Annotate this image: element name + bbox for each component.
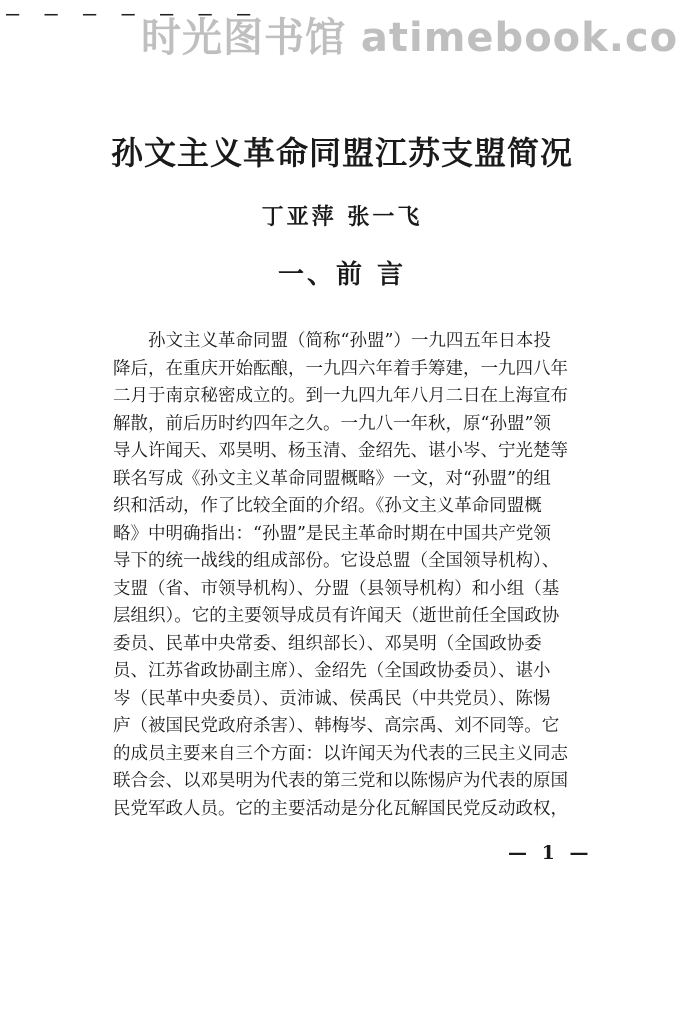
- body-line: 支盟（省、市领导机构）、分盟（县领导机构）和小组（基: [113, 578, 560, 599]
- watermark-dashes: — — — — — — —: [6, 2, 257, 27]
- body-line: 二月于南京秘密成立的。到一九四九年八月二日在上海宣布: [113, 386, 568, 406]
- body-text: [113, 328, 603, 823]
- body-line: 孙文主义革命同盟（简称“孙盟”）一九四五年日本投: [113, 331, 551, 351]
- body-line: 织和活动，作了比较全面的介绍。《孙文主义革命同盟概: [113, 496, 542, 516]
- article-title: 孙文主义革命同盟江苏支盟简况: [110, 134, 573, 172]
- body-line: 的成员主要来自三个方面：以许闻天为代表的三民主义同志: [113, 743, 568, 764]
- body-line: 导下的统一战线的组成部份。它设总盟（全国领导机构）、: [113, 551, 560, 571]
- body-line: 联合会、以邓昊明为代表的第三党和以陈惕庐为代表的原国: [113, 771, 568, 791]
- watermark: [0, 0, 684, 64]
- watermark-text: 时光图书馆 atimebook.co: [141, 15, 679, 61]
- body-line: 员、江苏省政协副主席）、金绍先（全国政协委员）、谌小: [113, 661, 551, 681]
- page-number: — 1 —: [508, 842, 593, 864]
- article-authors: 丁亚萍 张一飞: [261, 204, 423, 230]
- body-line: 层组织）。它的主要领导成员有许闻天（逝世前任全国政协: [113, 606, 560, 626]
- body-line: 略》中明确指出：“孙盟”是民主革命时期在中国共产党领: [113, 523, 551, 544]
- body-line: 解散，前后历时约四年之久。一九八一年秋，原“孙盟”领: [113, 413, 551, 434]
- body-line: 导人许闻天、邓昊明、杨玉清、金绍先、谌小岑、宁光楚等: [113, 441, 568, 461]
- section-heading: 一、前 言: [277, 260, 407, 290]
- body-line: 降后，在重庆开始酝酿，一九四六年着手筹建，一九四八年: [113, 358, 568, 379]
- body-line: 联名写成《孙文主义革命同盟概略》一文，对“孙盟”的组: [113, 468, 551, 489]
- body-line: 岑（民革中央委员）、贡沛诚、侯禹民（中共党员）、陈惕: [113, 688, 551, 709]
- body-line: 庐（被国民党政府杀害）、韩梅岑、高宗禹、刘不同等。它: [113, 716, 560, 736]
- body-line: 委员、民革中央常委、组织部长）、邓昊明（全国政协委: [113, 633, 542, 654]
- body-line: 民党军政人员。它的主要活动是分化瓦解国民党反动政权，: [113, 798, 568, 819]
